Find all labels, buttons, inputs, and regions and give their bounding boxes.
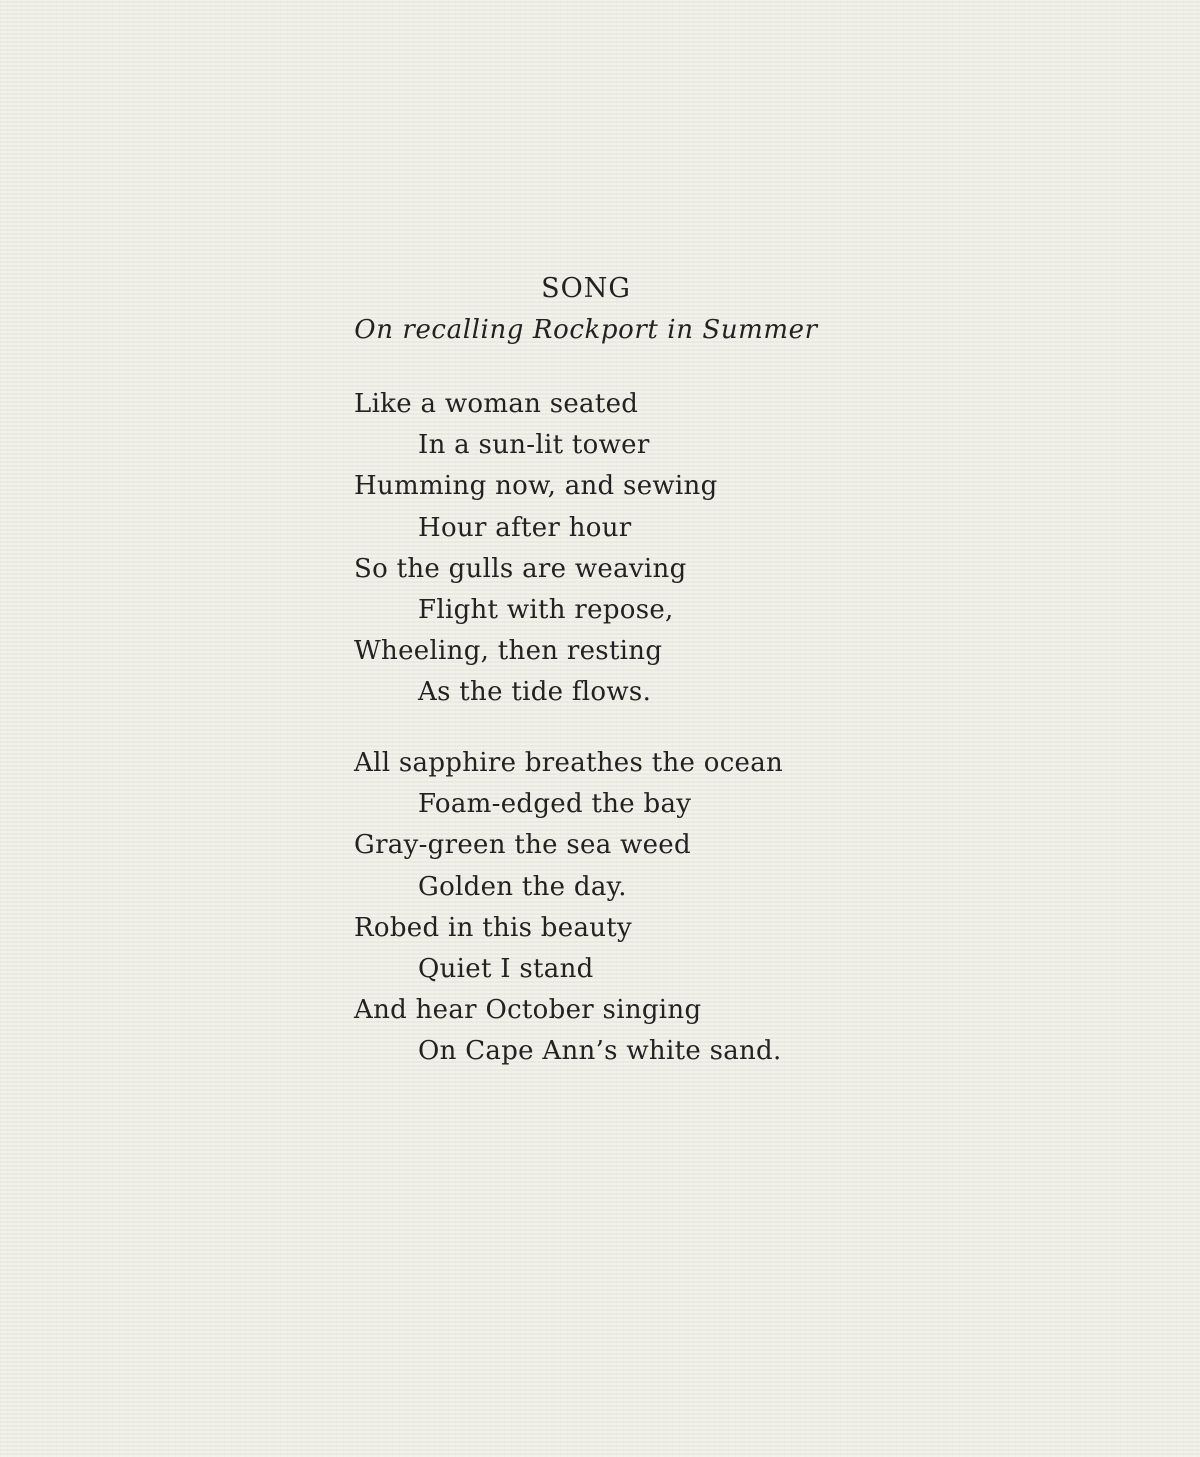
poem-line: As the tide flows. — [418, 677, 652, 708]
poem-line: Foam-edged the bay — [418, 789, 692, 820]
poem-line: Gray-green the sea weed — [354, 830, 691, 861]
poem-line: In a sun-lit tower — [418, 430, 650, 461]
poem-line: On Cape Ann’s white sand. — [418, 1036, 782, 1067]
stanza-2 — [354, 743, 914, 1073]
poem-line: So the gulls are weaving — [354, 553, 687, 584]
poem-title: SONG — [541, 273, 631, 304]
poem-line: And hear October singing — [354, 995, 702, 1026]
poem-subtitle: On recalling Rockport in Summer — [354, 315, 818, 345]
poem-line: Golden the day. — [418, 871, 627, 902]
stanza-1 — [354, 384, 914, 714]
poem-line: Robed in this beauty — [354, 912, 633, 943]
poem-line: Hour after hour — [418, 512, 632, 543]
poem-line: All sapphire breathes the ocean — [354, 748, 784, 778]
poem-line: Like a woman seated — [354, 389, 639, 419]
poem-line: Wheeling, then resting — [354, 636, 663, 667]
poem-line: Quiet I stand — [418, 953, 594, 984]
poem-line: Flight with repose, — [418, 594, 674, 625]
poem-line: Humming now, and sewing — [354, 471, 718, 502]
